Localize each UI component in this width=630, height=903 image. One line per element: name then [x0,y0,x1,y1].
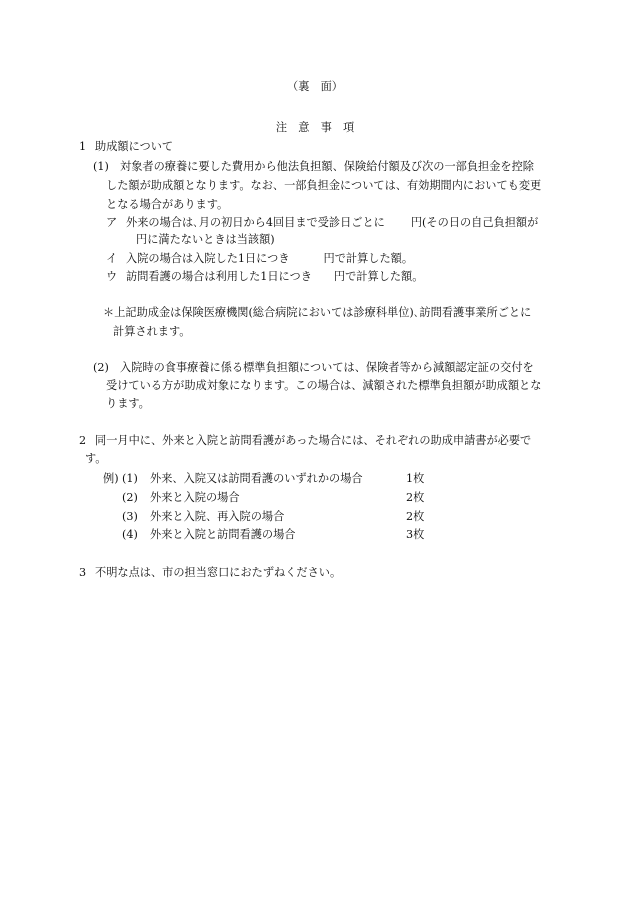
example-num: (2) [122,491,138,504]
sub-i-text-after: 円で計算した額。 [323,252,414,265]
example-count: 3枚 [406,528,425,541]
sub-a-line2: 円に満たないときは当該額) [136,233,275,246]
example-num: (1) [122,472,138,485]
item1-line3: となる場合があります。 [106,198,229,211]
item2-line1: 入院時の食事療養に係る標準負担額については、保険者等から減額認定証の交付を [120,361,534,374]
sub-u-text-before: 訪問看護の場合は利用した1日につき [126,270,312,283]
sub-u-label: ウ [106,270,118,283]
note-line1: ＊上記助成金は保険医療機関(総合病院においては診療科単位)､訪問看護事業所ごとに [103,306,532,319]
section2-line1: 同一月中に、外来と入院と訪問看護があった場合には、それぞれの助成申請書が必要で [95,434,532,447]
sub-a-text [126,216,538,229]
sub-i-text [126,252,413,265]
section1-heading: 助成額について [95,140,174,153]
item1-line2: した額が助成額となります。なお、一部負担金については、有効期間内においても変更 [106,179,542,192]
section2-line2: す。 [85,452,107,465]
example-label: 例) [103,472,119,485]
sub-u-text [126,270,423,283]
example-num: (3) [122,510,138,523]
example-count: 2枚 [406,491,425,504]
sub-i-text-before: 入院の場合は入院した1日につき [126,252,290,265]
section-title: 注 意 事 項 [275,121,355,134]
sub-u-text-after: 円で計算した額。 [333,270,424,283]
item1-line1: 対象者の療養に要した費用から他法負担額、保険給付額及び次の一部負担金を控除 [120,160,534,173]
example-text: 外来と入院の場合 [150,491,240,504]
sub-a-text-before: 外来の場合は､月の初日から4回目まで受診日ごとに [126,216,385,229]
item2-line2: 受けている方が助成対象になります。この場合は、減額された標準負担額が助成額とな [106,379,542,392]
example-count: 1枚 [406,472,425,485]
sub-a-text-after: 円(その日の自己負担額が [410,216,539,229]
example-text: 外来、入院又は訪問看護のいずれかの場合 [150,472,363,485]
item2-number: (2) [93,361,109,374]
section1-number: 1 [79,140,87,153]
page-heading: （裏 面） [287,80,343,93]
sub-i-label: イ [106,252,118,265]
example-text: 外来と入院と訪問看護の場合 [150,528,296,541]
example-text: 外来と入院、再入院の場合 [150,510,285,523]
section3-text: 不明な点は、市の担当窓口におたずねください。 [95,566,342,579]
note-line2: 計算されます。 [113,325,191,338]
sub-a-label: ア [106,216,118,229]
example-count: 2枚 [406,510,425,523]
section2-number: 2 [79,434,87,447]
example-num: (4) [122,528,138,541]
section3-number: 3 [79,566,87,579]
item2-line3: ります。 [106,397,150,410]
item1-number: (1) [93,160,109,173]
